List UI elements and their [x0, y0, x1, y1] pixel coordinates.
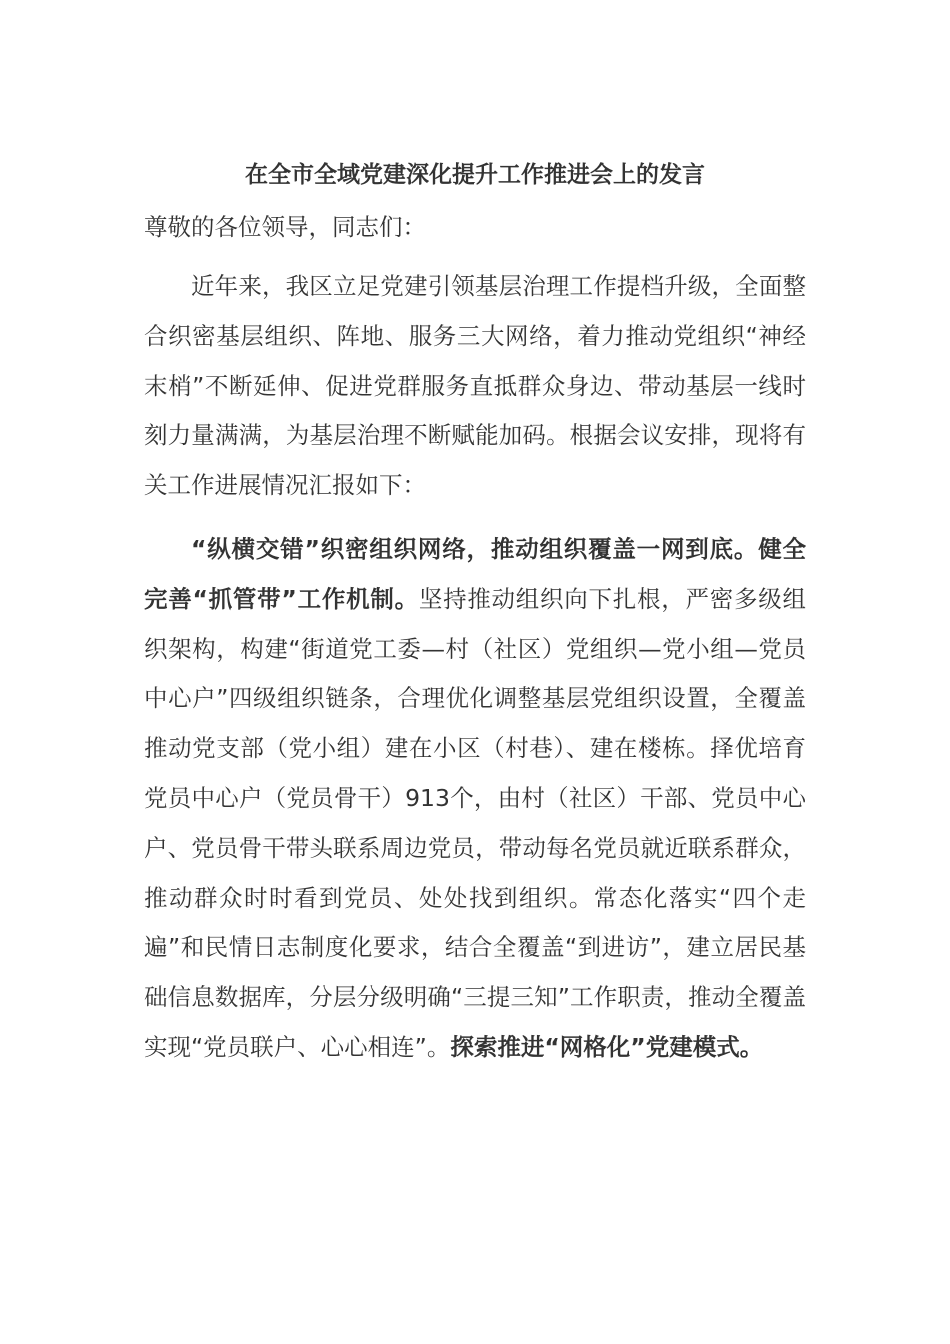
subsection-heading-next: 探索推进“网格化”党建模式。 [450, 1032, 764, 1061]
paragraph-organization-network [144, 525, 806, 1073]
document-page [144, 150, 806, 1085]
section-heading: “纵横交错”织密组织网络，推动组织覆盖一网到底。 [191, 534, 759, 563]
salutation: 尊敬的各位领导，同志们： [144, 213, 426, 241]
document-title: 在全市全域党建深化提升工作推进会上的发言 [245, 162, 705, 188]
paragraph-body: 坚持推动组织向下扎根，严密多级组织架构，构建“街道党工委—村（社区）党组织—党小组—党员中心户”四级组织链条，合理优化调整基层党组织设置，全覆盖推动党支部（党小组）建在小区（村巷）、建在楼栋。择优培育党员中心户（党员骨干）913个，由村（社区）干部、党员中心户、党员骨干带头联系周边党员，带动每名党员就近联系群众，推动群众时时看到党员、处处找到组织。常态化落实“四个走遍”和民情日志制度化要求，结合全覆盖“到进访”，建立居民基础信息数据库，分层分级明确“三提三知”工作职责，推动全覆盖实现“党员联户、心心相连”。 [144, 584, 806, 1061]
subsection-heading: 健全完善“抓管带”工作机制。 [144, 534, 807, 613]
paragraph-intro: 近年来，我区立足党建引领基层治理工作提档升级，全面整合织密基层组织、阵地、服务三大网络，着力推动党组织“神经末梢”不断延伸、促进党群服务直抵群众身边、带动基层一线时刻力量满满，为基层治理不断赋能加码。根据会议安排，现将有关工作进展情况汇报如下： [144, 272, 806, 500]
